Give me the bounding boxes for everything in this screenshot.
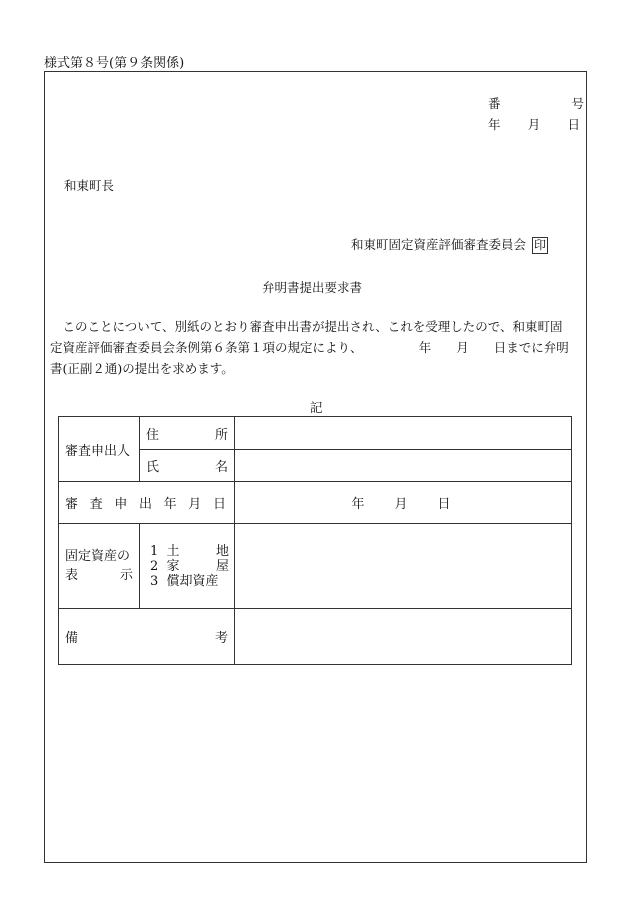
date-line: [488, 115, 580, 133]
asset-item-a: 土: [166, 543, 180, 559]
asset-item-b: 地: [215, 543, 229, 559]
asset-label-line2-a: 表: [65, 568, 79, 583]
number-label-left: 番: [488, 96, 501, 111]
address-label-b: 所: [214, 427, 228, 443]
remarks-label: [59, 609, 235, 665]
asset-item-b: 屋: [215, 558, 229, 574]
request-date-char: 年: [163, 497, 177, 512]
remarks-label-a: 備: [65, 631, 79, 646]
request-date-char: 日: [212, 497, 226, 512]
remarks-value: [235, 609, 572, 665]
asset-label-line2-b: 示: [119, 568, 133, 583]
table-row: [59, 609, 572, 665]
list-item: [150, 574, 229, 589]
number-label-right: 号: [571, 96, 584, 111]
request-date-char: 審: [65, 497, 79, 512]
list-item: [150, 559, 229, 574]
name-label-b: 名: [214, 460, 228, 475]
seal-stamp: 印: [534, 238, 547, 252]
table-row: [59, 524, 572, 609]
request-date-char: 出: [138, 497, 152, 512]
form-number-label: 様式第８号(第９条関係): [44, 56, 185, 71]
name-value: [235, 450, 572, 482]
address-label-a: 住: [146, 427, 160, 443]
sender-line: [351, 235, 548, 254]
asset-item-a: 家: [166, 558, 180, 574]
table-row: [59, 482, 572, 524]
request-date-label: [59, 482, 235, 524]
request-date-char: 申: [114, 497, 128, 512]
asset-item-num: 3: [150, 573, 159, 589]
number-line: [488, 94, 584, 112]
request-date-char: 査: [89, 497, 103, 512]
asset-label: [59, 524, 140, 609]
request-date-value: [235, 482, 572, 524]
address-value: [235, 417, 572, 450]
asset-types: [140, 524, 235, 609]
sender-name: 和東町固定資産評価審査委員会: [351, 237, 527, 252]
body-text: このことについて、別紙のとおり審査申出書が提出され、これを受理したので、和東町固定資産評価審査委員会条例第６条第１項の規定により、 年 月 日までに弁明書(正副２通)の提出を求めます。: [50, 319, 569, 376]
asset-value: [235, 524, 572, 609]
addressee: 和東町長: [64, 178, 115, 193]
document-title: 弁明書提出要求書: [262, 280, 363, 295]
asset-label-line1: 固定資産の: [65, 549, 131, 564]
applicant-label: 審査申出人: [59, 417, 140, 482]
date-year-label: 年: [488, 117, 501, 132]
name-label: [140, 450, 235, 482]
address-label: [140, 417, 235, 450]
request-date-char: 月: [188, 497, 202, 512]
asset-item-a: 償却資産: [166, 573, 219, 589]
request-date-day: 日: [437, 497, 451, 512]
form-table: [58, 416, 572, 665]
remarks-label-b: 考: [214, 631, 228, 646]
date-day-label: 日: [567, 117, 580, 132]
table-row: [59, 417, 572, 450]
name-label-a: 氏: [146, 460, 160, 475]
date-month-label: 月: [527, 117, 541, 132]
request-date-year: 年: [351, 497, 365, 512]
request-date-month: 月: [394, 497, 408, 512]
asset-item-num: 2: [150, 558, 159, 574]
list-item: [150, 544, 229, 559]
ki-label: 記: [310, 400, 323, 415]
asset-item-num: 1: [150, 543, 159, 559]
